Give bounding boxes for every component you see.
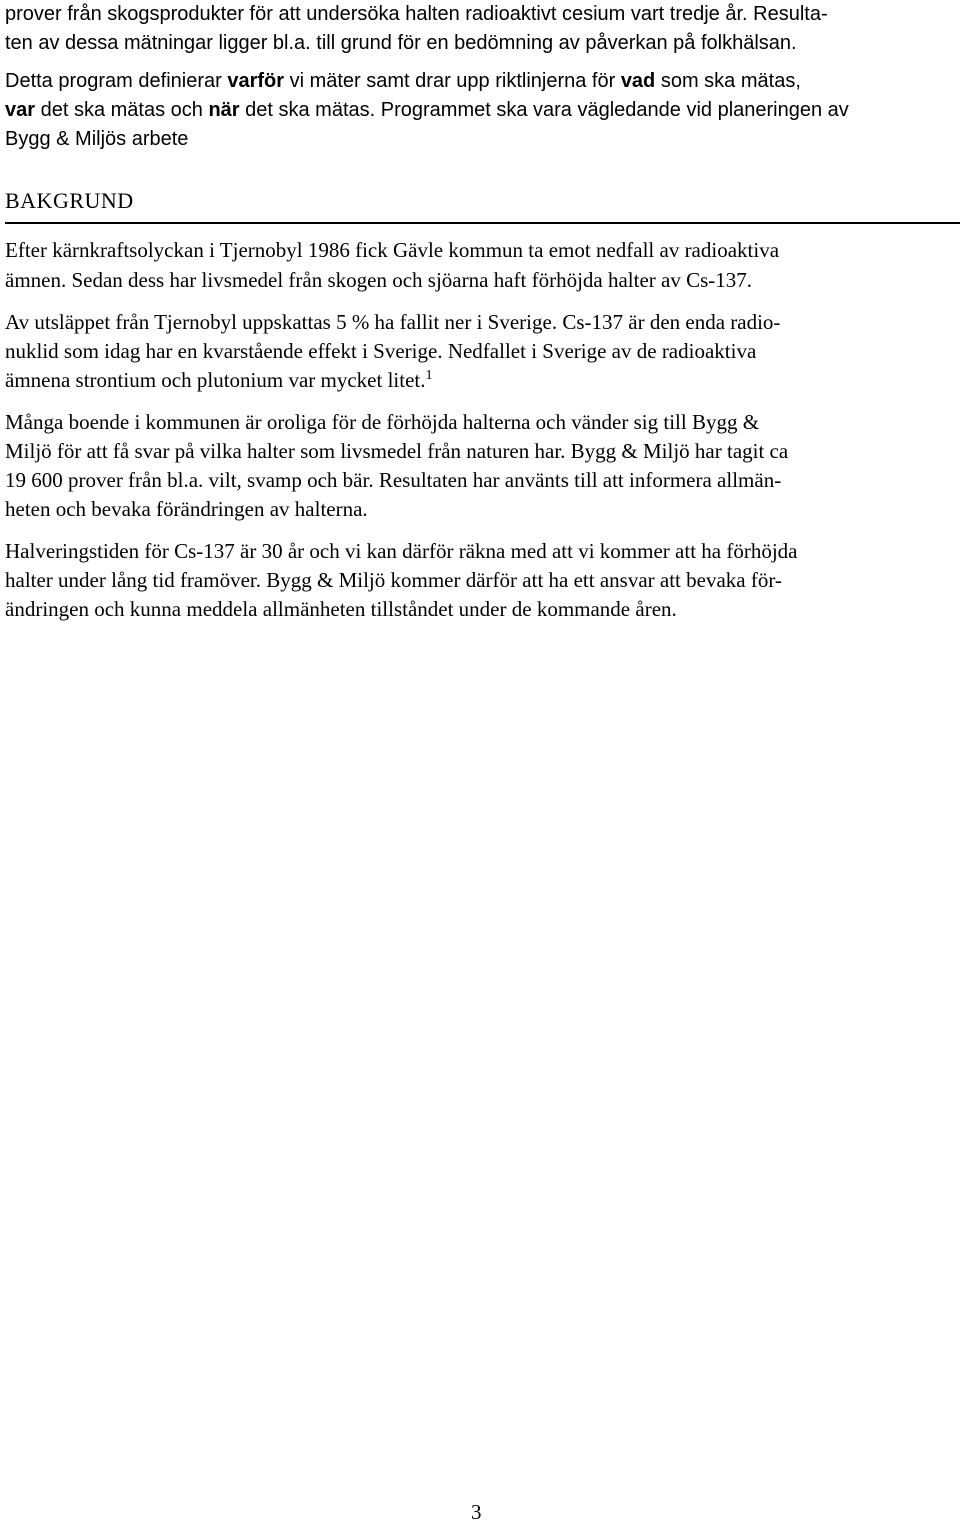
para4-line-1: Halveringstiden för Cs-137 är 30 år och vi kan därför räkna med att vi kommer att ha förhöjda [5,539,798,563]
keyword-nar: när [208,99,240,121]
page-number: 3 [471,1500,482,1524]
para1-line-2: ämnen. Sedan dess har livsmedel från skogen och sjöarna haft förhöjda halter av Cs-137. [5,268,753,292]
para2-line-2: nuklid som idag har en kvarstående effekt i Sverige. Nedfallet i Sverige av de radioaktiva [5,339,757,363]
para2-line-3-text: ämnena strontium och plutonium var mycket litet. [5,368,426,392]
para2-line-1: Av utsläppet från Tjernobyl uppskattas 5 % ha fallit ner i Sverige. Cs-137 är den enda radio- [5,310,781,334]
para4-line-3: ändringen och kunna meddela allmänheten tillståndet under de kommande åren. [5,597,677,621]
intro-line-3-text-a: Detta program definierar [5,70,228,92]
intro-line-3-text-c: vi mäter samt drar upp riktlinjerna för [284,70,621,92]
para3-line-4: heten och bevaka förändringen av halterna. [5,497,368,521]
intro-line-4-text-a: det ska mätas och [35,99,209,121]
intro-line-1: prover från skogsprodukter för att undersöka halten radioaktivt cesium vart tredje år. Resulta- [5,3,828,25]
keyword-var: var [5,99,36,121]
para1-line-1: Efter kärnkraftsolyckan i Tjernobyl 1986 fick Gävle kommun ta emot nedfall av radioaktiva [5,238,780,262]
heading-rule [5,222,960,224]
intro-line-3 [5,67,801,95]
intro-line-2: ten av dessa mätningar ligger bl.a. till grund för en bedömning av påverkan på folkhälsan. [5,32,797,54]
keyword-varfor: varför [227,70,285,92]
intro-line-5: Bygg & Miljös arbete [5,128,189,150]
intro-line-4 [5,96,849,124]
intro-line-4-text-c: det ska mätas. Programmet ska vara vägledande vid planeringen av [239,99,849,121]
intro-line-3-text-d: som ska mätas, [655,70,801,92]
para3-line-2: Miljö för att få svar på vilka halter som livsmedel från naturen har. Bygg & Miljö har tagit ca [5,439,789,463]
para2-line-3 [5,366,433,394]
para3-line-1: Många boende i kommunen är oroliga för de förhöjda halterna och vänder sig till Bygg & [5,410,760,434]
para4-line-2: halter under lång tid framöver. Bygg & Miljö kommer därför att ha ett ansvar att bevaka för- [5,568,782,592]
para3-line-3: 19 600 prover från bl.a. vilt, svamp och bär. Resultaten har använts till att informera allmän- [5,468,782,492]
footnote-reference: 1 [425,368,433,383]
keyword-vad: vad [620,70,656,92]
section-heading: BAKGRUND [5,188,134,213]
